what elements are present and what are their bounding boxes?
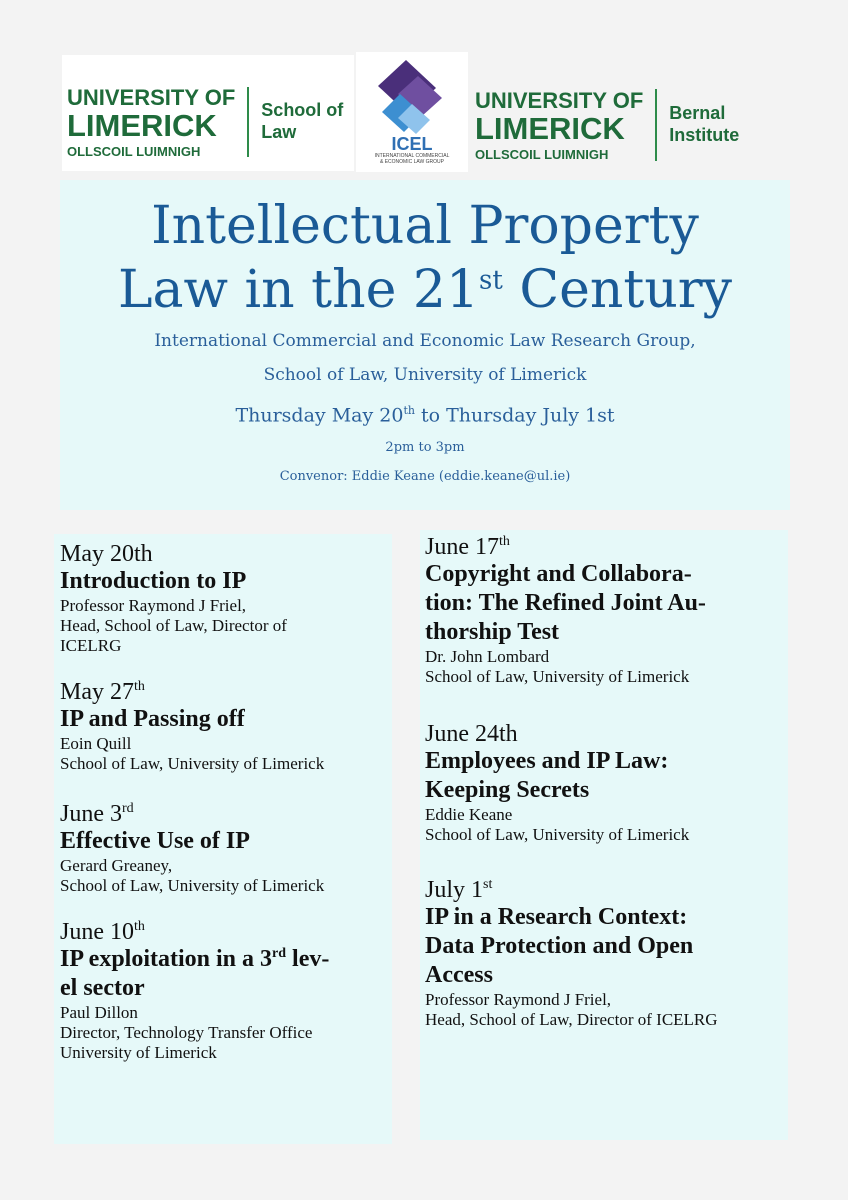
ul-bernal-logo	[468, 55, 788, 171]
session-title-continued: el sector	[60, 975, 145, 1001]
session-speaker: Paul Dillon	[60, 1003, 138, 1022]
logo-right-divider	[655, 89, 657, 161]
session-may-20	[60, 541, 390, 656]
logo-left-divider	[247, 87, 249, 157]
icel-logo	[356, 52, 468, 172]
dates-end: to Thursday July 1st	[414, 404, 615, 427]
title-line-1: Intellectual Property	[151, 196, 699, 256]
session-date-sup: st	[483, 877, 493, 892]
session-title: IP in a Research Context:	[425, 904, 688, 930]
logo-left-line1: UNIVERSITY OF	[67, 84, 236, 110]
session-affiliation: Head, School of Law, Director of	[60, 616, 287, 635]
session-affiliation: School of Law, University of Limerick	[60, 876, 325, 895]
session-date-text: May 27	[60, 679, 134, 705]
session-date	[60, 679, 390, 705]
session-title: Introduction to IP	[60, 568, 247, 594]
session-affiliation: ICELRG	[60, 636, 122, 655]
session-date: May 20th	[60, 541, 153, 567]
session-title: Access	[425, 962, 493, 988]
group-line-2: School of Law, University of Limerick	[263, 365, 587, 385]
title-superscript: st	[479, 265, 503, 296]
session-july-1	[425, 877, 785, 1030]
session-date-text: June 3	[60, 801, 122, 827]
logo-right-dept: Bernal Institute	[669, 103, 740, 145]
convenor: Convenor: Eddie Keane (eddie.keane@ul.ie)	[279, 469, 571, 485]
session-title: Copyright and Collabora-	[425, 561, 692, 587]
session-title: Data Protection and Open	[425, 933, 694, 959]
event-header	[60, 180, 790, 510]
session-date	[60, 919, 390, 945]
icel-tagline-2: & ECONOMIC LAW GROUP	[380, 159, 444, 165]
session-title: Effective Use of IP	[60, 828, 250, 854]
session-title-end: lev-	[286, 946, 330, 972]
session-may-27	[60, 679, 390, 774]
logo-left-line2: LIMERICK	[67, 107, 217, 143]
session-affiliation: Director, Technology Transfer Office	[60, 1023, 313, 1042]
ul-school-of-law-logo	[62, 55, 354, 171]
logo-left-line3: OLLSCOIL LUIMNIGH	[67, 143, 201, 159]
session-date-sup: th	[499, 534, 510, 549]
title-line-2-text: Law in the 21	[117, 260, 480, 320]
session-date-sup: rd	[122, 801, 134, 816]
event-dates	[60, 392, 790, 434]
session-affiliation: Head, School of Law, Director of ICELRG	[425, 1010, 718, 1029]
session-june-10	[60, 919, 390, 1063]
session-title-text: IP exploitation in a 3	[60, 946, 273, 972]
title-line-2	[60, 258, 790, 322]
session-june-24	[425, 721, 785, 845]
session-title: Employees and IP Law:	[425, 748, 669, 774]
dates-start: Thursday May 20	[235, 404, 404, 427]
session-date-text: June 17	[425, 534, 499, 560]
session-date: June 24th	[425, 721, 518, 747]
icel-name: ICEL	[391, 134, 433, 154]
session-date	[425, 534, 785, 560]
session-title: IP and Passing off	[60, 706, 245, 732]
session-affiliation: School of Law, University of Limerick	[425, 825, 690, 844]
session-date-sup: th	[134, 679, 145, 694]
event-title	[60, 194, 790, 322]
icel-tagline-1: INTERNATIONAL COMMERCIAL	[374, 153, 450, 159]
session-speaker: Eddie Keane	[425, 805, 513, 824]
session-speaker: Dr. John Lombard	[425, 647, 550, 666]
session-affiliation: School of Law, University of Limerick	[425, 667, 690, 686]
title-line-2-end: Century	[502, 260, 733, 320]
event-time: 2pm to 3pm	[385, 440, 465, 456]
session-june-17	[425, 534, 785, 687]
session-speaker: Professor Raymond J Friel,	[60, 596, 247, 615]
logo-right-line3: OLLSCOIL LUIMNIGH	[475, 146, 609, 162]
session-title: Keeping Secrets	[425, 777, 590, 803]
session-speaker: Eoin Quill	[60, 734, 132, 753]
session-date-text: June 10	[60, 919, 134, 945]
session-date	[60, 801, 390, 827]
session-speaker: Gerard Greaney,	[60, 856, 173, 875]
logo-right-line2: LIMERICK	[475, 110, 625, 146]
session-title: thorship Test	[425, 619, 560, 645]
session-affiliation: School of Law, University of Limerick	[60, 754, 325, 773]
logo-right-line1: UNIVERSITY OF	[475, 87, 644, 113]
session-date-text: July 1	[425, 877, 484, 903]
dates-superscript: th	[403, 404, 415, 417]
logo-left-dept: School of Law	[261, 100, 344, 142]
session-date-sup: th	[134, 919, 145, 934]
session-date	[425, 877, 785, 903]
session-title-sup: rd	[272, 946, 287, 961]
session-june-3	[60, 801, 390, 896]
session-speaker: Professor Raymond J Friel,	[425, 990, 612, 1009]
session-title	[60, 945, 390, 974]
group-line-1: International Commercial and Economic Law Research Group,	[154, 331, 696, 351]
session-affiliation: University of Limerick	[60, 1043, 217, 1062]
session-title: tion: The Refined Joint Au-	[425, 590, 706, 616]
